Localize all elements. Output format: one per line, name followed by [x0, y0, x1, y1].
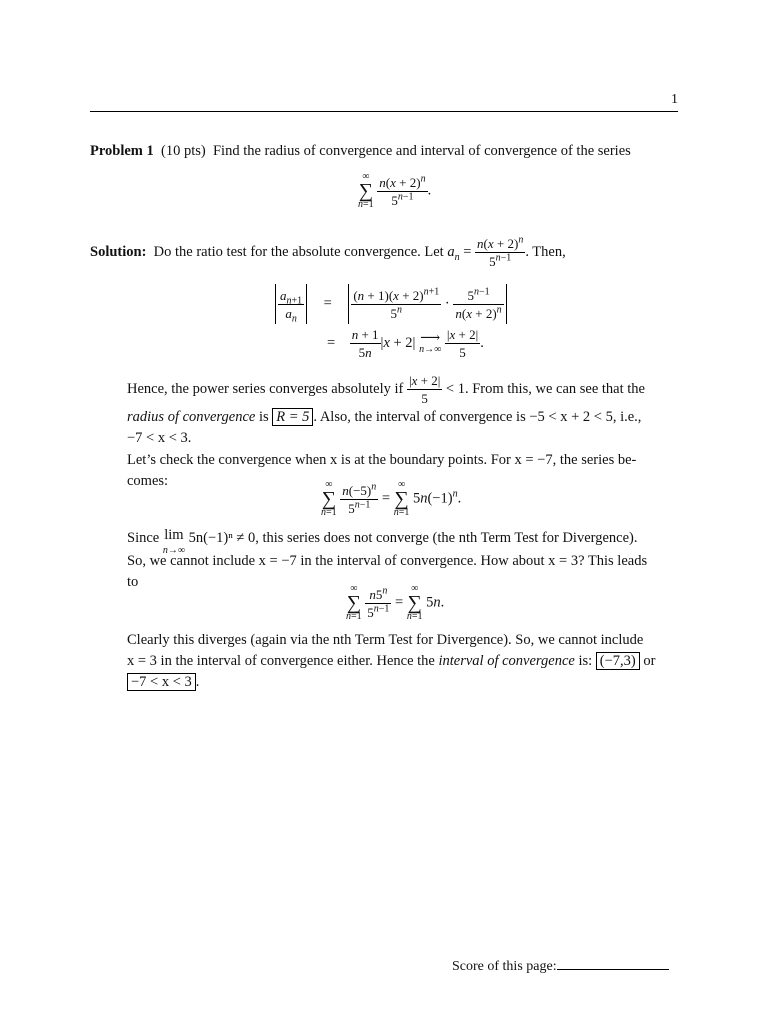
solution-then: . Then,	[525, 243, 566, 260]
interval-term: interval of convergence	[438, 653, 575, 669]
series-formula: ∞ ∑ n=1 $\frac{n(x + 2)^n}{5^{n-1}}$ .	[358, 171, 432, 210]
score-blank	[557, 957, 669, 970]
header-rule	[90, 111, 678, 112]
para4-text-c: is:	[578, 653, 593, 669]
para2-text-b: comes:	[127, 473, 169, 489]
page-number: 1	[671, 92, 678, 107]
para3-text-d: to	[127, 574, 139, 590]
formula-x-3: ∞ ∑ n=1 $\frac{n5^n}{5^{n-1}}$ = ∞ ∑ n=1 5n.	[346, 583, 445, 622]
problem-statement	[90, 143, 631, 160]
paragraph-conclusion	[127, 630, 679, 693]
para3-text-b: 5n(−1)ⁿ ≠ 0, this series does not converge (the nth Term Test for Divergence).	[188, 530, 638, 546]
radius-term: radius of convergence	[127, 409, 256, 425]
formula-x-minus7: ∞ ∑ n=1 $\frac{n(-5)^n}{5^{n-1}}$ = ∞ ∑ n=1 $5n(-1)^n$.	[321, 479, 462, 518]
radius-answer-box: R = 5	[272, 408, 313, 426]
ratio-line-2: = $\frac{n + 1}{5n}$ |x + 2| ⟶ n→∞ $\frac{|x + 2|}{5}$ .	[327, 327, 484, 360]
para4-end: .	[195, 674, 200, 690]
problem-points: (10 pts)	[161, 143, 206, 159]
para2-text-a: Let’s check the convergence when x is at the boundary points. For x = −7, the series be-	[127, 452, 637, 468]
para3-text-a: Since	[127, 530, 160, 546]
score-label: Score of this page:	[452, 959, 557, 974]
para1-text-a: Hence, the power series converges absolutely if	[127, 380, 404, 397]
para4-text-a: Clearly this diverges (again via the nth Term Test for Divergence). So, we cannot include	[127, 632, 644, 648]
para1-is: is	[258, 409, 269, 425]
ratio-line-1: $\frac{a_{n+1}}{a_n}$ = $\frac{(n + 1)(x + 2)^{n+1}}{5^n}$ · $\frac{5^{n-1}}{n(x + 2)^n}$	[273, 284, 509, 324]
solution-heading: Solution:	[90, 243, 147, 260]
para3-text-c: So, we cannot include x = −7 in the interval of convergence. How about x = 3? This leads	[127, 553, 648, 569]
an-definition: $\frac{n(x + 2)^n}{5^{n-1}}$	[477, 234, 524, 269]
sum-symbol: ∞ ∑ n=1	[358, 171, 374, 210]
para1-text-d: −7 < x < 3.	[127, 430, 192, 446]
para1-text-c: . Also, the interval of convergence is −5 < x + 2 < 5, i.e.,	[313, 409, 642, 425]
score-footer	[452, 957, 669, 975]
paragraph-convergence: Hence, the power series converges absolutely if $\frac{|x + 2|}{5}$ < 1. From this, we can see that the radius of convergence is R = 5 . Also, the interval of convergence is −5 < x + 2 < 5, i.e., −7 < x < 3.	[127, 372, 679, 449]
problem-heading: Problem 1	[90, 143, 154, 159]
paragraph-divergence-minus7: Since lim n→∞ 5n(−1)ⁿ ≠ 0, this series does not converge (the nth Term Test for Divergence). So, we cannot include x = −7 in the interval of convergence. How about x = 3? This leads to	[127, 528, 679, 593]
solution-line: Solution: Do the ratio test for the absolute convergence. Let $a_n$ = $\frac{n(x + 2)^n}{5^{n-1}}$ . Then,	[90, 234, 566, 269]
series-term: $\frac{n(x + 2)^n}{5^{n-1}}$	[379, 173, 426, 208]
interval-answer-box-2: −7 < x < 3	[127, 673, 196, 691]
para1-text-b: < 1. From this, we can see that the	[445, 380, 645, 397]
para4-or: or	[643, 653, 656, 669]
solution-intro: Do the ratio test for the absolute convergence. Let	[153, 243, 444, 260]
para4-text-b: x = 3 in the interval of convergence either. Hence the	[127, 653, 435, 669]
problem-text: Find the radius of convergence and interval of convergence of the series	[212, 143, 631, 159]
interval-answer-box: (−7,3)	[596, 652, 640, 670]
